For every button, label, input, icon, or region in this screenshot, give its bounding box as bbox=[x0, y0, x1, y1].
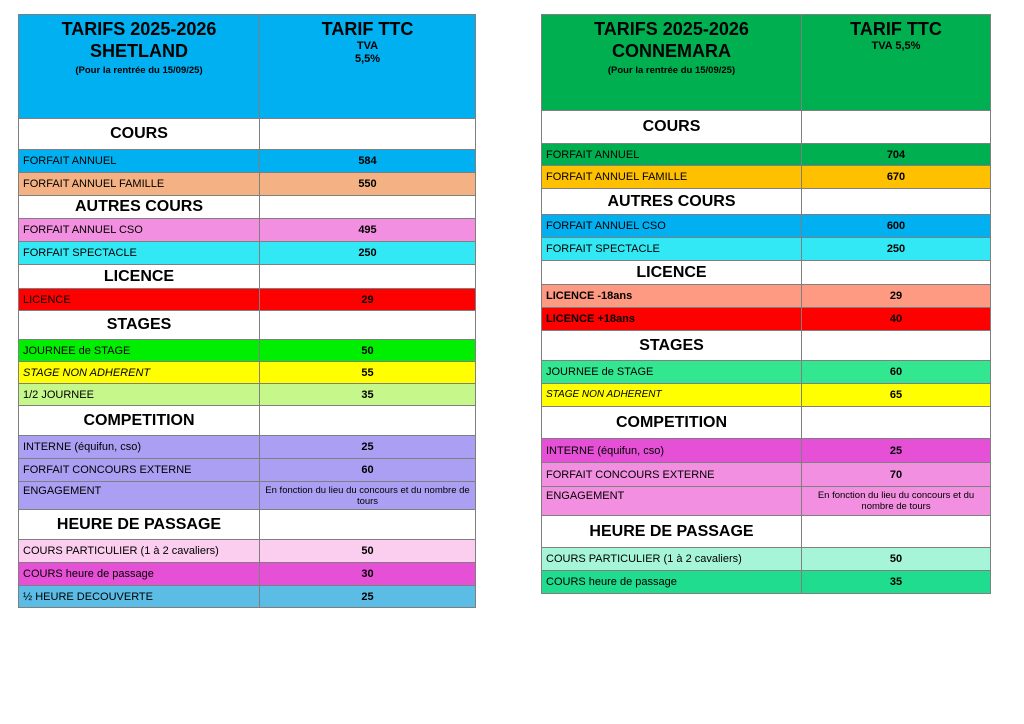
table-row bbox=[19, 586, 476, 608]
shetland-tariff-table bbox=[18, 14, 476, 608]
row-label: INTERNE (équifun, cso) bbox=[542, 439, 802, 463]
table-row bbox=[19, 362, 476, 384]
connemara-section-autres-cours bbox=[542, 189, 991, 215]
row-value: 495 bbox=[260, 219, 476, 242]
row-label: JOURNEE de STAGE bbox=[19, 340, 260, 362]
section-title: AUTRES COURS bbox=[542, 189, 802, 215]
row-value: 30 bbox=[260, 563, 476, 586]
row-value: 25 bbox=[260, 436, 476, 459]
table-row bbox=[19, 289, 476, 311]
connemara-name: CONNEMARA bbox=[612, 41, 731, 61]
table-row bbox=[542, 439, 991, 463]
connemara-tariff-table bbox=[541, 14, 991, 594]
row-label: FORFAIT SPECTACLE bbox=[542, 238, 802, 261]
section-title: HEURE DE PASSAGE bbox=[542, 516, 802, 548]
table-row bbox=[19, 219, 476, 242]
row-label: FORFAIT ANNUEL bbox=[19, 150, 260, 173]
section-title: COURS bbox=[19, 119, 260, 150]
connemara-section-heure-passage bbox=[542, 516, 991, 548]
table-row bbox=[542, 361, 991, 384]
row-label: COURS heure de passage bbox=[542, 571, 802, 594]
row-value: 704 bbox=[802, 144, 991, 166]
row-value: En fonction du lieu du concours et du nombre de tours bbox=[260, 482, 476, 510]
section-title: LICENCE bbox=[19, 265, 260, 289]
row-value: 50 bbox=[260, 340, 476, 362]
row-value: 60 bbox=[802, 361, 991, 384]
connemara-tva: TVA 5,5% bbox=[871, 40, 921, 52]
row-label: FORFAIT ANNUEL FAMILLE bbox=[19, 173, 260, 196]
row-label: ENGAGEMENT bbox=[542, 487, 802, 516]
row-label: FORFAIT ANNUEL CSO bbox=[19, 219, 260, 242]
table-row bbox=[542, 144, 991, 166]
row-label: FORFAIT SPECTACLE bbox=[19, 242, 260, 265]
row-label: STAGE NON ADHERENT bbox=[542, 384, 802, 407]
row-label: ½ HEURE DECOUVERTE bbox=[19, 586, 260, 608]
section-title: COMPETITION bbox=[542, 407, 802, 439]
row-value: 250 bbox=[802, 238, 991, 261]
table-row bbox=[19, 540, 476, 563]
row-label: FORFAIT CONCOURS EXTERNE bbox=[19, 459, 260, 482]
connemara-section-licence bbox=[542, 261, 991, 285]
row-value: 29 bbox=[260, 289, 476, 311]
connemara-section-stages bbox=[542, 331, 991, 361]
section-title: HEURE DE PASSAGE bbox=[19, 510, 260, 540]
shetland-header-price-cell bbox=[260, 15, 476, 119]
row-label: STAGE NON ADHERENT bbox=[19, 362, 260, 384]
row-value: 25 bbox=[802, 439, 991, 463]
connemara-section-competition bbox=[542, 407, 991, 439]
row-value: 35 bbox=[260, 384, 476, 406]
row-value: 60 bbox=[260, 459, 476, 482]
table-row bbox=[542, 238, 991, 261]
table-row bbox=[542, 384, 991, 407]
shetland-section-stages bbox=[19, 311, 476, 340]
row-label: JOURNEE de STAGE bbox=[542, 361, 802, 384]
row-value: En fonction du lieu du concours et du nombre de tours bbox=[802, 487, 991, 516]
shetland-col-title: TARIF TTC bbox=[321, 19, 414, 39]
section-title: STAGES bbox=[542, 331, 802, 361]
table-row bbox=[19, 384, 476, 406]
row-value: 550 bbox=[260, 173, 476, 196]
row-value: 35 bbox=[802, 571, 991, 594]
section-title: AUTRES COURS bbox=[19, 196, 260, 219]
row-value: 40 bbox=[802, 308, 991, 331]
shetland-section-heure-passage bbox=[19, 510, 476, 540]
shetland-tva-rate: 5,5% bbox=[354, 53, 381, 65]
table-row bbox=[19, 482, 476, 510]
row-label: FORFAIT ANNUEL FAMILLE bbox=[542, 166, 802, 189]
row-label: COURS heure de passage bbox=[19, 563, 260, 586]
shetland-section-licence bbox=[19, 265, 476, 289]
row-value: 670 bbox=[802, 166, 991, 189]
table-row bbox=[542, 308, 991, 331]
row-label: COURS PARTICULIER (1 à 2 cavaliers) bbox=[542, 548, 802, 571]
row-label: FORFAIT ANNUEL CSO bbox=[542, 215, 802, 238]
row-value: 250 bbox=[260, 242, 476, 265]
section-title: COMPETITION bbox=[19, 406, 260, 436]
section-title: COURS bbox=[542, 111, 802, 144]
row-value: 65 bbox=[802, 384, 991, 407]
row-label: FORFAIT CONCOURS EXTERNE bbox=[542, 463, 802, 487]
shetland-title: TARIFS 2025-2026 bbox=[61, 19, 217, 39]
table-row bbox=[19, 173, 476, 196]
shetland-section-autres-cours bbox=[19, 196, 476, 219]
connemara-header-row bbox=[542, 15, 991, 111]
shetland-header-title-cell bbox=[19, 15, 260, 119]
row-value: 584 bbox=[260, 150, 476, 173]
table-row bbox=[542, 487, 991, 516]
section-title: STAGES bbox=[19, 311, 260, 340]
section-title: LICENCE bbox=[542, 261, 802, 285]
row-label: LICENCE +18ans bbox=[542, 308, 802, 331]
table-row bbox=[542, 285, 991, 308]
row-value: 600 bbox=[802, 215, 991, 238]
connemara-header-price-cell bbox=[802, 15, 991, 111]
shetland-tva-label: TVA bbox=[356, 40, 379, 52]
shetland-name: SHETLAND bbox=[90, 41, 188, 61]
row-value: 29 bbox=[802, 285, 991, 308]
row-value: 50 bbox=[802, 548, 991, 571]
row-label: ENGAGEMENT bbox=[19, 482, 260, 510]
connemara-section-cours bbox=[542, 111, 991, 144]
table-row bbox=[542, 463, 991, 487]
connemara-header-title-cell bbox=[542, 15, 802, 111]
row-label: COURS PARTICULIER (1 à 2 cavaliers) bbox=[19, 540, 260, 563]
table-row bbox=[542, 548, 991, 571]
table-row bbox=[542, 215, 991, 238]
connemara-title: TARIFS 2025-2026 bbox=[594, 19, 749, 39]
row-label: LICENCE -18ans bbox=[542, 285, 802, 308]
table-row bbox=[19, 436, 476, 459]
row-value: 55 bbox=[260, 362, 476, 384]
shetland-section-cours bbox=[19, 119, 476, 150]
table-row bbox=[542, 571, 991, 594]
table-row bbox=[19, 340, 476, 362]
shetland-header-row bbox=[19, 15, 476, 119]
row-value: 50 bbox=[260, 540, 476, 563]
row-label: 1/2 JOURNEE bbox=[19, 384, 260, 406]
connemara-subtitle: (Pour la rentrée du 15/09/25) bbox=[607, 65, 736, 76]
shetland-section-competition bbox=[19, 406, 476, 436]
connemara-col-title: TARIF TTC bbox=[850, 19, 942, 39]
row-label: FORFAIT ANNUEL bbox=[542, 144, 802, 166]
table-row bbox=[19, 563, 476, 586]
table-row bbox=[19, 150, 476, 173]
table-row bbox=[19, 459, 476, 482]
table-row bbox=[542, 166, 991, 189]
row-label: INTERNE (équifun, cso) bbox=[19, 436, 260, 459]
table-row bbox=[19, 242, 476, 265]
row-label: LICENCE bbox=[19, 289, 260, 311]
row-value: 70 bbox=[802, 463, 991, 487]
row-value: 25 bbox=[260, 586, 476, 608]
shetland-subtitle: (Pour la rentrée du 15/09/25) bbox=[75, 65, 203, 76]
